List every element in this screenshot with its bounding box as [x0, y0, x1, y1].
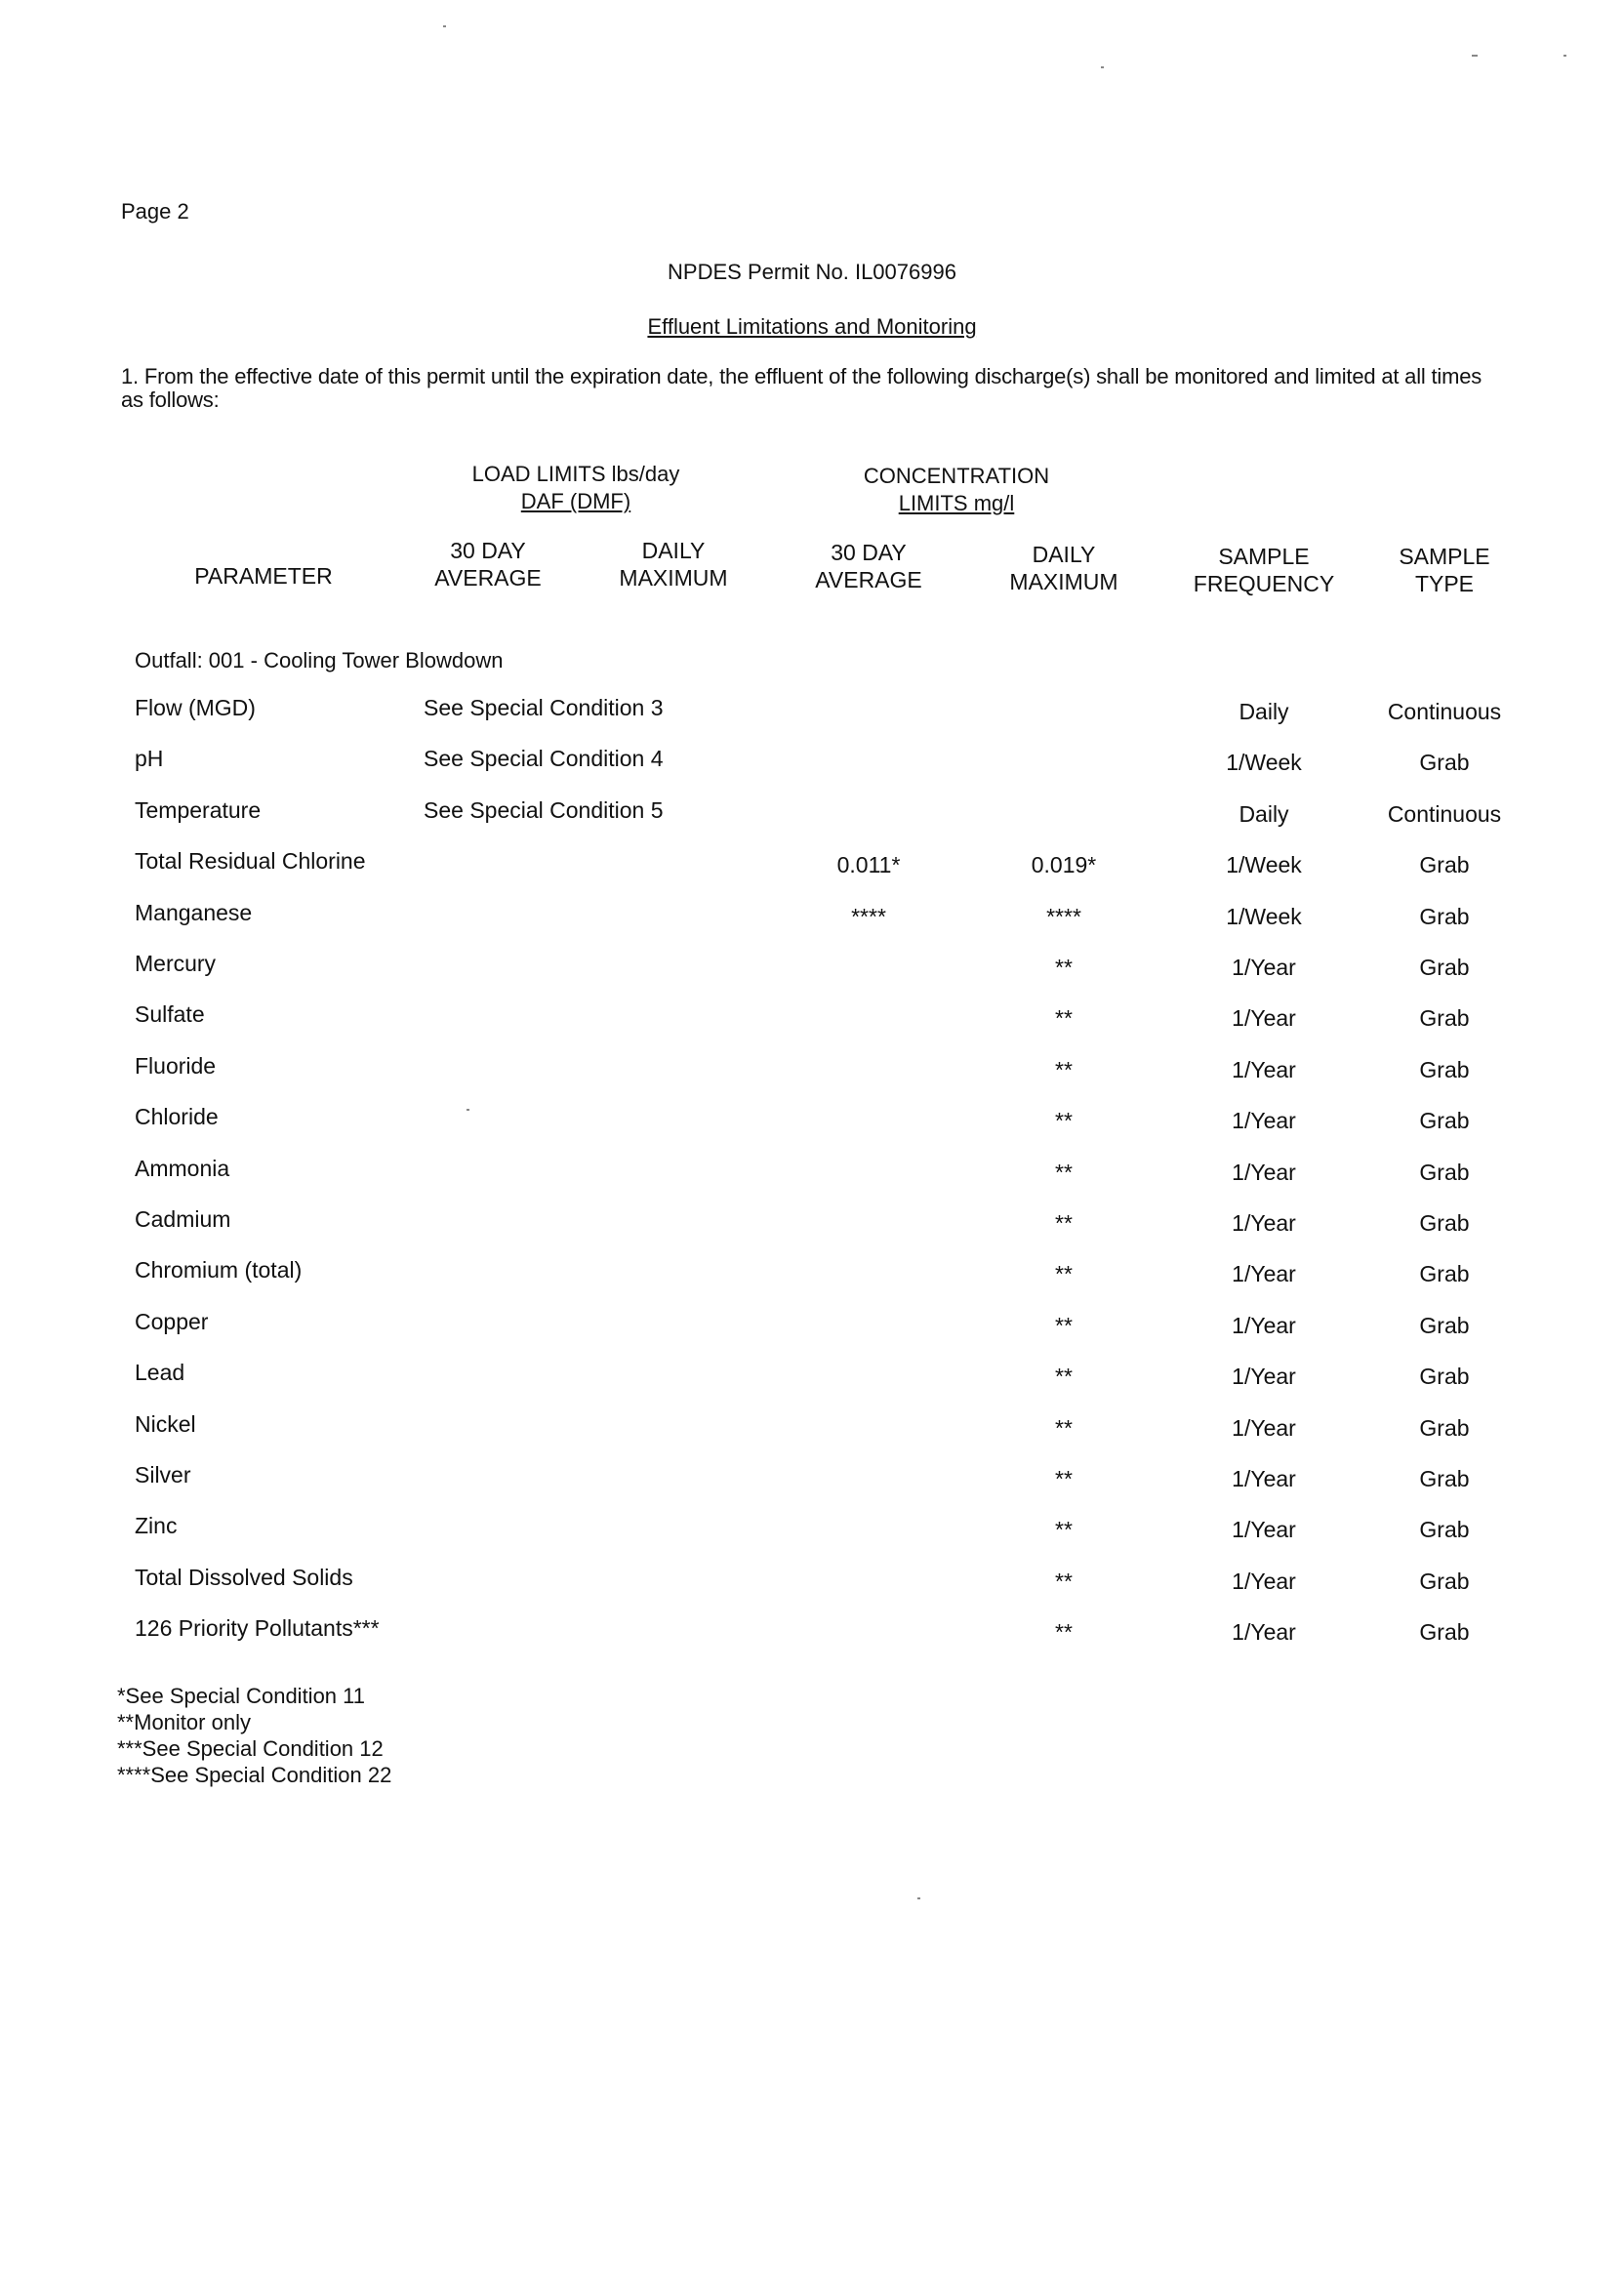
parameter-cell: Manganese — [135, 900, 253, 925]
sample-frequency-cell: 1/Year — [1232, 1108, 1296, 1133]
scan-speck — [467, 1109, 469, 1111]
table-row — [0, 695, 1624, 734]
conc-daily-maximum-cell: ** — [1055, 1108, 1073, 1133]
sample-type-cell: Continuous — [1387, 801, 1502, 827]
conc-daily-maximum-cell: ** — [1055, 955, 1073, 980]
outfall-label: Outfall: 001 - Cooling Tower Blowdown — [135, 648, 504, 672]
page-label: Page 2 — [121, 199, 189, 224]
col-header-line: FREQUENCY — [1193, 571, 1335, 596]
sample-type-cell: Grab — [1419, 1517, 1470, 1542]
sample-frequency-cell: 1/Year — [1232, 955, 1296, 980]
conc-daily-maximum-cell: ** — [1055, 1466, 1073, 1491]
scan-speck — [443, 25, 446, 27]
table-row — [0, 1513, 1624, 1552]
sample-frequency-cell: 1/Year — [1232, 1415, 1296, 1441]
sample-type-cell: Grab — [1419, 1005, 1470, 1031]
conc-daily-maximum-cell: 0.019* — [1031, 852, 1097, 877]
sample-frequency-cell: 1/Year — [1232, 1160, 1296, 1185]
sample-type-cell: Grab — [1419, 904, 1470, 929]
table-row — [0, 1411, 1624, 1450]
load-limit-cell: See Special Condition 3 — [424, 695, 664, 720]
sample-type-cell: Grab — [1419, 1569, 1470, 1594]
parameter-cell: Zinc — [135, 1513, 178, 1538]
load-limit-cell: See Special Condition 5 — [424, 797, 664, 823]
parameter-cell: Silver — [135, 1462, 191, 1487]
footnote: ****See Special Condition 22 — [117, 1763, 392, 1787]
sample-frequency-cell: 1/Year — [1232, 1261, 1296, 1286]
sample-frequency-cell: 1/Year — [1232, 1313, 1296, 1338]
conc-daily-maximum-cell: ** — [1055, 1517, 1073, 1542]
table-row — [0, 848, 1624, 887]
table-row — [0, 1360, 1624, 1399]
scan-speck — [917, 1897, 920, 1899]
sample-type-cell: Grab — [1419, 1364, 1470, 1389]
load-limits-title: LOAD LIMITS lbs/day — [471, 462, 680, 486]
footnotes — [117, 1683, 391, 1788]
parameter-cell: Nickel — [135, 1411, 196, 1437]
load-limits-group-header — [429, 461, 722, 515]
conc-daily-maximum-cell: ** — [1055, 1005, 1073, 1031]
parameter-cell: Ammonia — [135, 1156, 230, 1181]
table-row — [0, 746, 1624, 785]
col-header-line: 30 DAY — [450, 538, 526, 563]
col-header-parameter: PARAMETER — [194, 563, 333, 589]
col-header-sample-type — [1371, 543, 1518, 597]
sample-frequency-cell: 1/Week — [1226, 852, 1302, 877]
table-row — [0, 951, 1624, 990]
sample-frequency-cell: 1/Year — [1232, 1057, 1296, 1082]
col-header-line: DAILY — [641, 538, 706, 563]
scan-speck — [1563, 55, 1566, 57]
sample-frequency-cell: 1/Year — [1232, 1210, 1296, 1236]
col-header-line: DAILY — [1032, 542, 1096, 567]
table-row — [0, 1257, 1624, 1296]
table-row — [0, 1309, 1624, 1348]
parameter-cell: Flow (MGD) — [135, 695, 256, 720]
col-header-load-daily-maximum — [595, 537, 751, 591]
table-row — [0, 1001, 1624, 1040]
sample-type-cell: Grab — [1419, 1160, 1470, 1185]
sample-frequency-cell: 1/Year — [1232, 1364, 1296, 1389]
sample-type-cell: Grab — [1419, 852, 1470, 877]
sample-type-cell: Grab — [1419, 1619, 1470, 1645]
conc-daily-maximum-cell: ** — [1055, 1210, 1073, 1236]
sample-type-cell: Grab — [1419, 1466, 1470, 1491]
sample-type-cell: Grab — [1419, 1210, 1470, 1236]
conc-30-day-average-cell: **** — [851, 904, 886, 929]
parameter-cell: 126 Priority Pollutants*** — [135, 1615, 380, 1641]
parameter-cell: Mercury — [135, 951, 217, 976]
col-header-conc-daily-maximum — [986, 541, 1142, 595]
footnote: ***See Special Condition 12 — [117, 1736, 384, 1761]
scan-speck — [1472, 55, 1478, 57]
concentration-group-header — [810, 463, 1103, 517]
parameter-cell: Sulfate — [135, 1001, 205, 1027]
col-header-line: AVERAGE — [815, 567, 922, 592]
col-header-load-30-day-average — [410, 537, 566, 591]
table-row — [0, 797, 1624, 836]
concentration-subtitle: LIMITS mg/l — [898, 491, 1015, 515]
parameter-cell: Cadmium — [135, 1206, 231, 1232]
table-row — [0, 1156, 1624, 1195]
document-title: Effluent Limitations and Monitoring — [647, 314, 977, 339]
table-row — [0, 1104, 1624, 1143]
col-header-line: AVERAGE — [434, 565, 542, 591]
parameter-cell: pH — [135, 746, 164, 771]
table-row — [0, 1053, 1624, 1092]
sample-frequency-cell: 1/Week — [1226, 904, 1302, 929]
sample-type-cell: Grab — [1419, 1261, 1470, 1286]
sample-frequency-cell: 1/Year — [1232, 1569, 1296, 1594]
table-row — [0, 900, 1624, 939]
parameter-cell: Fluoride — [135, 1053, 217, 1079]
sample-frequency-cell: 1/Week — [1226, 750, 1302, 775]
conc-daily-maximum-cell: ** — [1055, 1364, 1073, 1389]
sample-frequency-cell: 1/Year — [1232, 1466, 1296, 1491]
parameter-cell: Lead — [135, 1360, 185, 1385]
conc-daily-maximum-cell: ** — [1055, 1160, 1073, 1185]
conc-daily-maximum-cell: ** — [1055, 1313, 1073, 1338]
parameter-cell: Temperature — [135, 797, 262, 823]
conc-daily-maximum-cell: ** — [1055, 1619, 1073, 1645]
table-row — [0, 1462, 1624, 1501]
col-header-line: MAXIMUM — [1009, 569, 1118, 594]
intro-paragraph: 1. From the effective date of this permit until the expiration date, the effluent of the following discharge(s) shall be monitored and limited at all times as follows: — [121, 364, 1482, 412]
sample-frequency-cell: 1/Year — [1232, 1517, 1296, 1542]
parameter-cell: Total Dissolved Solids — [135, 1565, 353, 1590]
sample-type-cell: Grab — [1419, 1057, 1470, 1082]
sample-type-cell: Grab — [1419, 1415, 1470, 1441]
conc-daily-maximum-cell: ** — [1055, 1057, 1073, 1082]
conc-daily-maximum-cell: ** — [1055, 1415, 1073, 1441]
col-header-sample-frequency — [1176, 543, 1352, 597]
concentration-title: CONCENTRATION — [863, 464, 1050, 488]
conc-daily-maximum-cell: ** — [1055, 1261, 1073, 1286]
conc-daily-maximum-cell: **** — [1046, 904, 1081, 929]
table-row — [0, 1615, 1624, 1654]
conc-daily-maximum-cell: ** — [1055, 1569, 1073, 1594]
conc-30-day-average-cell: 0.011* — [836, 852, 901, 877]
footnote: **Monitor only — [117, 1710, 251, 1734]
col-header-line: 30 DAY — [831, 540, 907, 565]
sample-frequency-cell: Daily — [1238, 801, 1289, 827]
col-header-line: TYPE — [1414, 571, 1475, 596]
sample-frequency-cell: 1/Year — [1232, 1619, 1296, 1645]
sample-type-cell: Grab — [1419, 750, 1470, 775]
scan-speck — [1101, 66, 1104, 68]
permit-number: NPDES Permit No. IL0076996 — [668, 260, 956, 284]
load-limit-cell: See Special Condition 4 — [424, 746, 664, 771]
col-header-conc-30-day-average — [791, 539, 947, 593]
col-header-line: SAMPLE — [1218, 544, 1310, 569]
col-header-line: MAXIMUM — [619, 565, 728, 591]
sample-type-cell: Grab — [1419, 1313, 1470, 1338]
table-row — [0, 1565, 1624, 1604]
parameter-cell: Copper — [135, 1309, 209, 1334]
sample-frequency-cell: Daily — [1238, 699, 1289, 724]
col-header-line: SAMPLE — [1399, 544, 1490, 569]
sample-frequency-cell: 1/Year — [1232, 1005, 1296, 1031]
load-limits-subtitle: DAF (DMF) — [520, 489, 631, 513]
sample-type-cell: Continuous — [1387, 699, 1502, 724]
table-row — [0, 1206, 1624, 1245]
sample-type-cell: Grab — [1419, 1108, 1470, 1133]
parameter-cell: Chromium (total) — [135, 1257, 303, 1283]
footnote: *See Special Condition 11 — [117, 1684, 365, 1708]
parameter-cell: Total Residual Chlorine — [135, 848, 366, 874]
parameter-cell: Chloride — [135, 1104, 219, 1129]
sample-type-cell: Grab — [1419, 955, 1470, 980]
